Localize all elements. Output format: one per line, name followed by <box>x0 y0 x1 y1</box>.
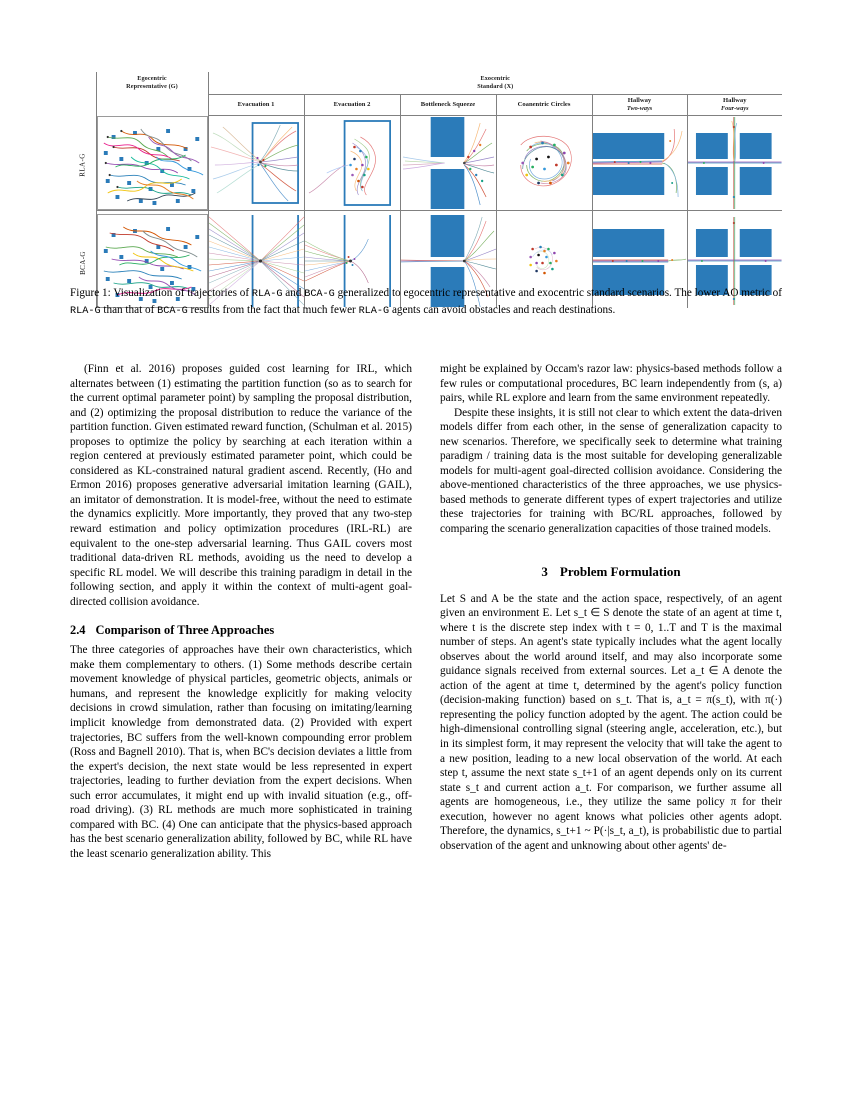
caption-term-rla-g-3: RLA-G <box>358 305 390 317</box>
row-label-bca-g-text: BCA-G <box>78 250 87 275</box>
column-header-evacuation-2 <box>304 95 400 116</box>
column-header-evacuation-1 <box>208 95 304 116</box>
section-heading-3 <box>440 563 782 580</box>
panel-hallway2-rla <box>592 116 687 211</box>
group-header-exocentric <box>208 72 782 95</box>
group-header-exocentric-line1: Exocentric <box>480 75 511 82</box>
panel-bottleneck-rla <box>400 116 496 211</box>
trajectory-plot-bottleneck-rla <box>401 117 496 209</box>
column-header-hallway-two-ways-sub: Two-ways <box>626 105 653 112</box>
section-title-3: Problem Formulation <box>559 563 681 579</box>
panel-evacuation-1-rla <box>209 117 304 209</box>
column-header-evacuation-2-label: Evacuation 2 <box>333 100 371 108</box>
panel-egocentric-representative-rla <box>97 116 208 210</box>
right-paragraph-3: Let S and A be the state and the action space, respectively, of an agent given an environment E. Let s_t ∈ S denote the state of an agent at time t, where t is the discrete step index with t = 0, 1..T and T is the maximal number of steps. An agent's state typically includes what the agent locally observes about the world around itself, and may also incorporate some guidance signals received from external sources. Let a_t ∈ A denote the action of the agent at time t, determined by the agent's policy function (decision-making function) based on s_t. That is, a_t = π(s_t), with π(·) representing the policy function adopted by the agent. The action could be high-dimensional controlling signal (steering angle, acceleration, etc.), but in its simplest form, it may represent the velocity that will take the agent to a new position, leading to a new local observation of the world. At each step t, assume the next state s_t+1 of an agent depends only on its current state s_t and current action a_t. For comparison, we further assume all agents are homogeneous, i.e., they utilize the same policy π for their execution, however no agent knows what policies other agents adopt. Therefore, the dynamics, s_t+1 ~ P(·|s_t, a_t), is probabilistic due to partial observation of the agent and unknowing about other agents' de- <box>440 592 782 852</box>
trajectory-plot-circles-rla <box>497 117 592 209</box>
column-header-hallway-two-ways-label: Hallway <box>627 96 652 104</box>
panel-evac1-rla <box>208 116 304 211</box>
figure-1 <box>70 72 782 308</box>
caption-term-rla-g-2: RLA-G <box>70 305 101 317</box>
group-header-egocentric-line1: Egocentric <box>137 75 167 83</box>
trajectory-plot-egocentric-rla <box>98 117 207 209</box>
left-paragraph-1: (Finn et al. 2016) proposes guided cost learning for IRL, which alternates between (1) estimating the partition function (so as to search for the current optimal parameter point) by sampling the proposal distribution, and (2) optimizing the proposal distribution to reduce the variance of the partition function. Given estimated reward function, (Schulman et al. 2015) proposes to optimize the policy by searching at each iteration within a region centered at previously estimated parameter point, which could be considered as KL-constrained natural gradient ascend. Recently, (Ho and Ermon 2016) proposes generative adversarial imitation learning (GAIL), an imitator of demonstration. It is model-free, without the need to estimate the dynamics explicitly. More importantly, they proved that any two-step reward estimation and policy optimization procedures (IRL-RL) are equivalent to the one-step adversarial learning. Thus GAIL covers most traditional data-driven RL methods, avoiding us the need to develop a specific RL model. We will describe this training paradigm in detail in the following section, and apply it within the context of multi-agent goal-directed collision avoidance. <box>70 363 412 608</box>
right-paragraph-2: Despite these insights, it is still not clear to which extent the data-driven models differ from each other, in the sense of generalization capacity to new scenarios. Therefore, we specifically seek to determine what training paradigm / training data is the most suitable for developing generalizable models for multi-agent goal-directed collision avoidance. Considering the above-mentioned characteristics of the three approaches, we use physics-based methods to generate different types of expert trajectories and utilize these trajectories for training with BC/RL approaches, followed by comparing the scenario generalization capacities of those trained models. <box>440 406 782 536</box>
column-header-concentric-circles <box>496 95 592 116</box>
egocentric-col-spacer <box>96 95 208 116</box>
figure-row-rla-g <box>70 116 782 211</box>
right-column <box>440 362 782 862</box>
panel-concentric-circles-rla <box>497 117 592 209</box>
panel-hallway4-rla <box>687 116 782 211</box>
group-header-exocentric-line2: Standard (X) <box>477 83 514 90</box>
group-header-egocentric-line2: Representative (G) <box>126 83 178 91</box>
figure-group-header-row <box>70 72 782 95</box>
panel-hallway-two-ways-rla <box>593 117 687 209</box>
caption-prefix: Figure 1: Visualization of trajectories of <box>70 287 252 299</box>
caption-mid-2: generalized to egocentric representative and exocentric standard scenarios. The lower AO metric of <box>334 287 782 299</box>
spacer-cell-2 <box>70 95 96 116</box>
spacer-cell <box>70 72 96 95</box>
panel-ego-rla <box>96 116 208 211</box>
group-header-egocentric <box>96 72 208 95</box>
caption-suffix: agents can avoid obstacles and reach destinations. <box>389 303 616 316</box>
section-number-3: 3 <box>541 563 548 579</box>
left-paragraph-2: The three categories of approaches have their own characteristics, which make them complementary to others. (1) Some methods describe certain movement knowledge of physical particles, geometric objects, animals or humans, and represent the knowledge explicitly for making velocity decisions in crowd simulation, rather than focusing on imitating/learning implicit knowledge from demonstrated data. (2) Provided with expert trajectories, BC suffers from the well-known compounding error problem (Ross and Bagnell 2010). That is, when BC's decision deviates a little from the expert's decision, the next state would be less represented in expert trajectories, leading to further deviation from the expert decisions. When such error accumulates, it might end up with invalid situation (e.g., off-road driving). (3) RL methods are much more sophisticated in training compared with BC. (4) One can anticipate that the physics-based approach has the best scenario generalization ability, followed by BC, while RL have the least scenario generalization ability. This <box>70 644 412 860</box>
figure-caption <box>70 286 782 319</box>
trajectory-plot-hallway-two-rla <box>593 117 687 209</box>
section-title-2-4: Comparison of Three Approaches <box>95 623 275 638</box>
panel-hallway-four-ways-rla <box>688 117 783 209</box>
column-header-hallway-four-ways-label: Hallway <box>723 96 747 104</box>
column-header-bottleneck-squeeze <box>400 95 496 116</box>
panel-bottleneck-squeeze-rla <box>401 117 496 209</box>
caption-mid-3: than that of <box>100 303 158 316</box>
row-label-rla-g <box>70 116 96 211</box>
column-header-concentric-circles-label: Coanentric Circles <box>517 100 571 108</box>
column-header-hallway-four-ways <box>687 95 782 116</box>
trajectory-plot-evacuation-1-rla <box>209 117 304 209</box>
caption-mid-1: and <box>282 287 305 299</box>
right-paragraph-1: might be explained by Occam's razor law: physics-based methods follow a few rules or computational procedures, BC learn independently from (s, a) pairs, while RL explore and learn from the same environment repeatedly. <box>440 363 782 405</box>
figure-grid <box>70 72 782 308</box>
trajectory-plot-evacuation-2-rla <box>305 117 400 209</box>
section-heading-2-4 <box>70 622 412 638</box>
panel-circles-rla <box>496 116 592 211</box>
column-header-hallway-four-ways-sub: Four-ways <box>721 105 749 112</box>
section-number-2-4: 2.4 <box>70 623 86 638</box>
figure-column-header-row <box>70 95 782 116</box>
caption-term-bca-g-2: BCA-G <box>157 305 188 317</box>
column-header-bottleneck-squeeze-label: Bottleneck Squeeze <box>420 100 476 108</box>
panel-evac2-rla <box>304 116 400 211</box>
caption-term-rla-g-1: RLA-G <box>251 289 283 300</box>
row-label-rla-g-text: RLA-G <box>78 153 87 177</box>
column-header-hallway-two-ways <box>592 95 687 116</box>
caption-term-bca-g-1: BCA-G <box>304 289 335 300</box>
body-columns <box>70 362 782 862</box>
column-header-evacuation-1-label: Evacuation 1 <box>237 100 275 108</box>
panel-evacuation-2-rla <box>305 117 400 209</box>
trajectory-plot-hallway-four-rla <box>688 117 783 209</box>
caption-mid-4: results from the fact that much fewer <box>187 303 359 316</box>
left-column <box>70 362 412 862</box>
